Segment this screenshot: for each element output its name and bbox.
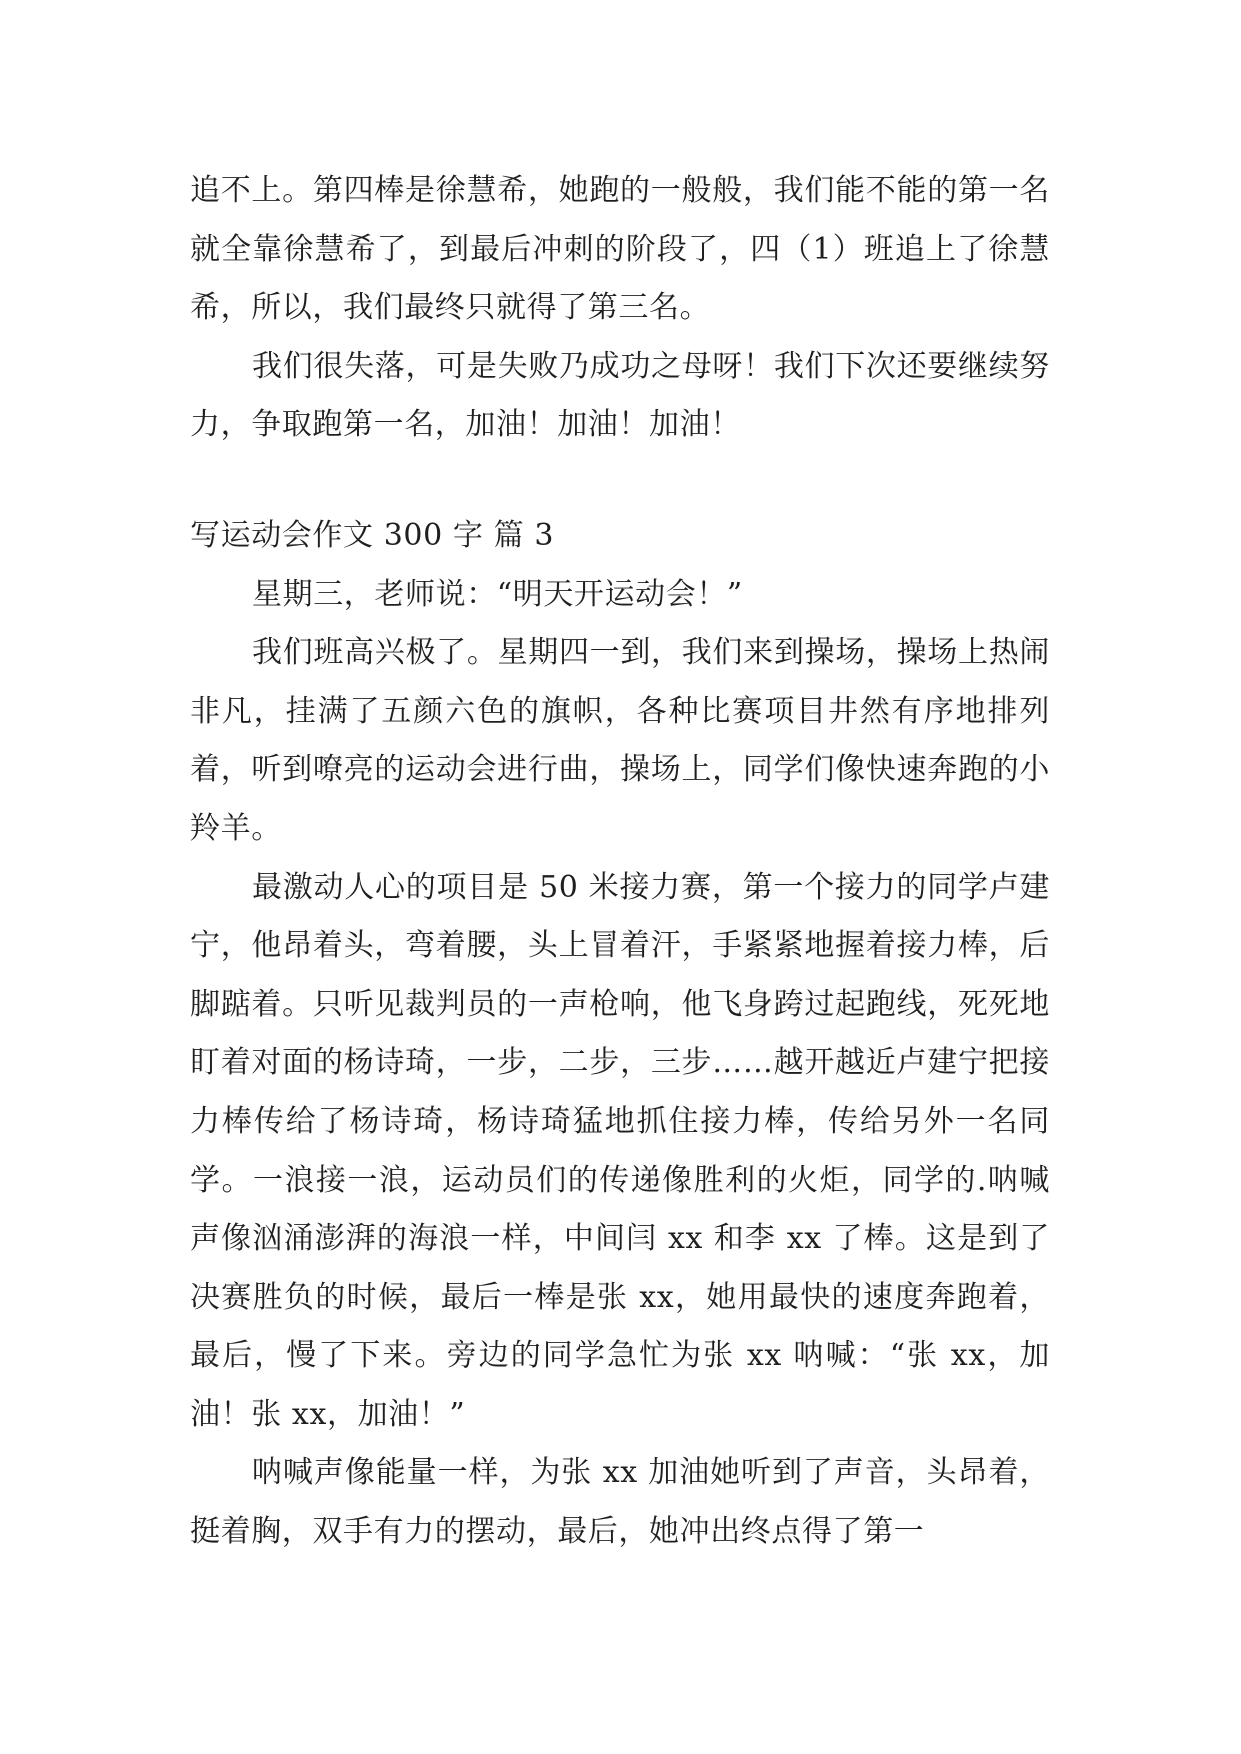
paragraph-intro: 星期三，老师说：“明天开运动会！” [252, 576, 743, 612]
paragraph-finish: 呐喊声像能量一样，为张 xx 加油她听到了声音，头昂着，挺着胸，双手有力的摆动，最后，她冲出终点得了第一 [190, 1455, 1050, 1550]
document-page [190, 162, 1050, 1562]
section-spacer [190, 455, 1050, 507]
paragraph-relay-race: 最激动人心的项目是 50 米接力赛，第一个接力的同学卢建宁，他昂着头，弯着腰，头上冒着汗，手紧紧地握着接力棒，后脚踮着。只听见裁判员的一声枪响，他飞身跨过起跑线，死死地盯着对面的杨诗琦，一步，二步，三步……越开越近卢建宁把接力棒传给了杨诗琦，杨诗琦猛地抓住接力棒，传给另外一名同学。一浪接一浪，运动员们的传递像胜利的火炬，同学的.呐喊声像汹涌澎湃的海浪一样，中间闫 xx 和李 xx 了棒。这是到了决赛胜负的时候，最后一棒是张 xx，她用最快的速度奔跑着，最后，慢了下来。旁边的同学急忙为张 xx 呐喊：“张 xx，加油！张 xx，加油！” [190, 869, 1050, 1432]
paragraph-continuation: 追不上。第四棒是徐慧希，她跑的一般般，我们能不能的第一名就全靠徐慧希了，到最后冲刺的阶段了，四（1）班追上了徐慧希，所以，我们最终只就得了第三名。 [190, 173, 1050, 326]
section-heading: 写运动会作文 300 字 篇 3 [190, 517, 555, 553]
paragraph-conclusion: 我们很失落，可是失败乃成功之母呀！我们下次还要继续努力，争取跑第一名，加油！加油！加油！ [190, 348, 1050, 443]
paragraph-playground: 我们班高兴极了。星期四一到，我们来到操场，操场上热闹非凡，挂满了五颜六色的旗帜，各种比赛项目井然有序地排列着，听到嘹亮的运动会进行曲，操场上，同学们像快速奔跑的小羚羊。 [190, 635, 1050, 846]
